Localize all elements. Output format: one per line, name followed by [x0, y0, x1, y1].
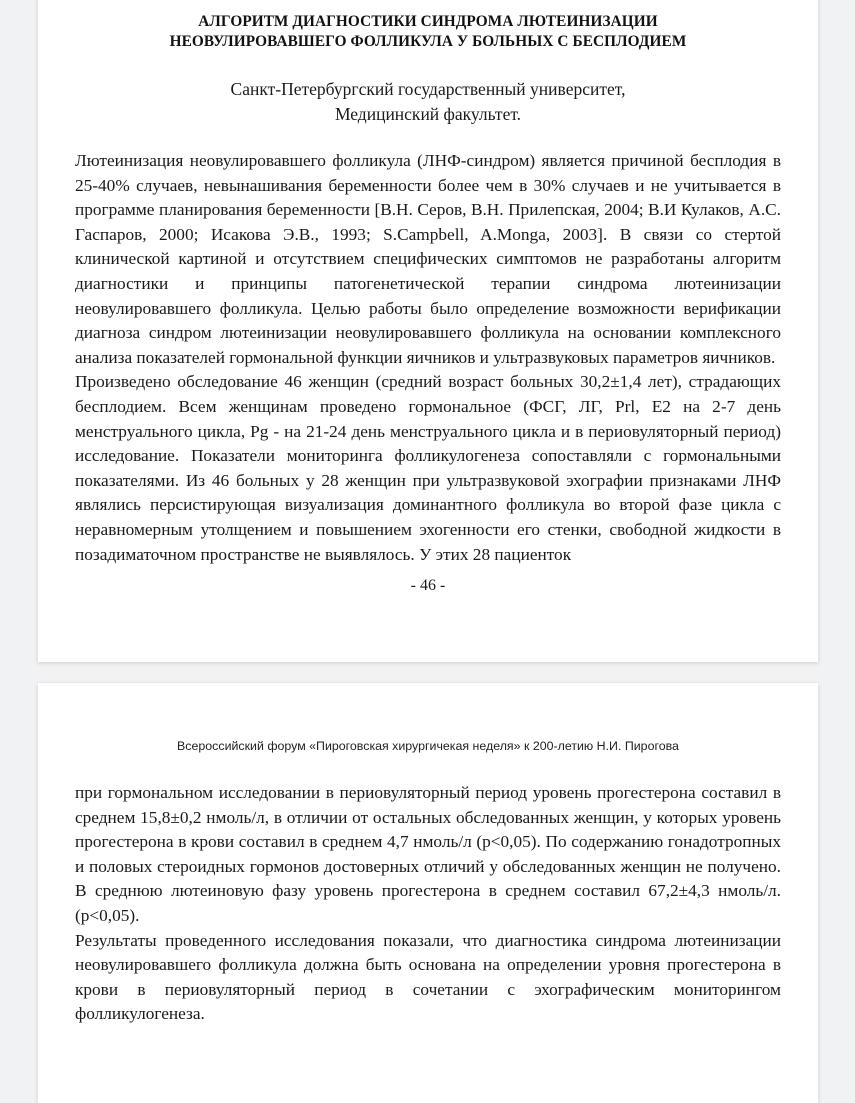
paragraph: Лютеинизация неовулировавшего фолликула (ЛНФ-синдром) является причиной бесплодия в 25-40% случаев, невынашивания беременности более чем в 30% случаев и не учитывается в программе планирования беременности [В.Н. Серов, В.Н. Прилепская, 2004; В.И Кулаков, А.С. Гаспаров, 2000; Исакова Э.В., 1993; S.Campbell, A.Monga, 2003]. В связи со стертой клинической картиной и отсутствием специфических симптомов не разработаны алгоритм диагностики и принципы патогенетической терапии синдрома лютеинизации неовулировавшего фолликула. Целью работы было определение возможности верификации диагноза синдром лютеинизации неовулировавшего фолликула на основании комплексного анализа показателей гормональной функции яичников и ультразвуковых параметров яичников. [75, 151, 781, 367]
page-1-body [68, 127, 788, 567]
paragraph: Произведено обследование 46 женщин (средний возраст больных 30,2±1,4 лет), страдающих бесплодием. Всем женщинам проведено гормональное (ФСГ, ЛГ, Prl, E2 на 2-7 день менструального цикла, Pg - на 21-24 день менструального цикла и в периовуляторный период) исследование. Показатели мониторинга фолликулогенеза сопоставляли с гормональными показателями. Из 46 больных у 28 женщин при ультразвуковой эхографии признаками ЛНФ являлись персистирующая визуализация доминантного фолликула во второй фазе цикла с неравномерным утолщением и повышением эхогенности его стенки, свободной жидкости в позадиматочном пространстве не выявлялось. У этих 28 пациенток [75, 372, 781, 564]
page-number: - 46 - [410, 577, 446, 594]
paragraph: Результаты проведенного исследования показали, что диагностика синдрома лютеинизации неовулировавшего фолликула должна быть основана на определении уровня прогестерона в крови в периовуляторный период в сочетании с эхографическим мониторингом фолликулогенеза. [75, 930, 781, 1024]
document-page-1 [38, 0, 818, 662]
page-title-line-2: НЕОВУЛИРОВАВШЕГО ФОЛЛИКУЛА У БОЛЬНЫХ С БЕСПЛОДИЕМ [169, 33, 687, 50]
paragraph: при гормональном исследовании в периовуляторный период уровень прогестерона составил в среднем 15,8±0,2 нмоль/л, в отличии от остальных обследованных женщин, у которых уровень прогестерона в крови составил в среднем 4,7 нмоль/л (p<0,05). По содержанию гонадотропных и половых стероидных гормонов достоверных отличий у обследованных женщин не получено. В среднюю лютеиновую фазу уровень прогестерона в среднем составил 67,2±4,3 нмоль/л. (p<0,05). [75, 783, 781, 925]
running-header: Всероссийский форум «Пироговская хирургичекая неделя» к 200-летию Н.И. Пирогова [177, 739, 679, 753]
affiliation-line-2: Медицинский факультет. [334, 104, 522, 124]
page-title [68, 0, 788, 52]
page-2-body [68, 754, 788, 1027]
affiliation-line-1: Санкт-Петербургский государственный университет, [230, 79, 626, 99]
page-title-line-1: АЛГОРИТМ ДИАГНОСТИКИ СИНДРОМА ЛЮТЕИНИЗАЦИИ [198, 13, 658, 30]
document-page-2 [38, 683, 818, 1103]
affiliation [68, 52, 788, 127]
